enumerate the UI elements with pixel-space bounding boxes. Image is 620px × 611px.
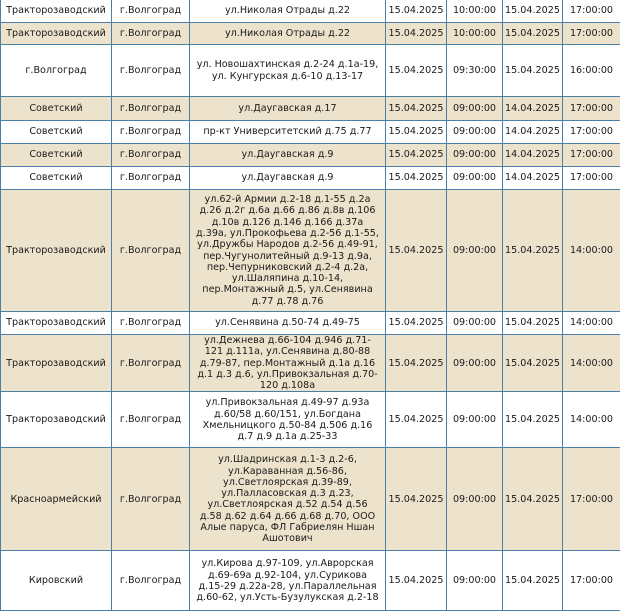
district-cell: г.Волгоград: [1, 45, 112, 97]
city-cell: г.Волгоград: [112, 335, 190, 392]
end-time-cell: 14:00:00: [563, 190, 620, 312]
district-cell: Советский: [1, 97, 112, 121]
start-time-cell: 09:00:00: [447, 312, 503, 335]
city-cell: г.Волгоград: [112, 312, 190, 335]
end-date-cell: 15.04.2025: [503, 190, 563, 312]
district-cell: Тракторозаводский: [1, 23, 112, 45]
table-row: [1, 335, 620, 392]
end-time-cell: 16:00:00: [563, 45, 620, 97]
table-row: [1, 97, 620, 121]
city-cell: г.Волгоград: [112, 23, 190, 45]
start-time-cell: 09:00:00: [447, 448, 503, 551]
address-cell: ул.62-й Армии д.2-18 д.1-55 д.2а д.26 д.2г д.6а д.66 д.86 д.8в д.106 д.10в д.126 д.146 д.166 д.37а д.39а, ул.Прокофьева д.2-56 д.1-55, ул.Дружбы Народов д.2-56 д.49-91, пер.Чугунолитейный д.9-13 д.9а, пер.Чепурниковский д.2-4 д.2а, ул.Шаляпина д.10-14, пер.Монтажный д.5, ул.Сенявина д.77 д.78 д.76: [190, 190, 386, 312]
end-date-cell: 14.04.2025: [503, 121, 563, 144]
city-cell: г.Волгоград: [112, 551, 190, 611]
start-date-cell: 15.04.2025: [386, 23, 447, 45]
city-cell: г.Волгоград: [112, 97, 190, 121]
district-cell: Советский: [1, 121, 112, 144]
table-body: [1, 0, 620, 611]
start-time-cell: 09:00:00: [447, 167, 503, 190]
district-cell: Тракторозаводский: [1, 335, 112, 392]
end-time-cell: 17:00:00: [563, 167, 620, 190]
start-date-cell: 15.04.2025: [386, 312, 447, 335]
address-cell: ул.Сенявина д.50-74 д.49-75: [190, 312, 386, 335]
start-date-cell: 15.04.2025: [386, 45, 447, 97]
start-time-cell: 09:30:00: [447, 45, 503, 97]
start-time-cell: 10:00:00: [447, 0, 503, 23]
address-cell: ул.Кирова д.97-109, ул.Аврорская д.69-69а д.92-104, ул.Сурикова д.15-29 д.22а-28, ул.Параллельная д.60-62, ул.Усть-Бузулукская д.2-18: [190, 551, 386, 611]
city-cell: г.Волгоград: [112, 167, 190, 190]
start-date-cell: 15.04.2025: [386, 335, 447, 392]
city-cell: г.Волгоград: [112, 45, 190, 97]
address-cell: ул.Николая Отрады д.22: [190, 0, 386, 23]
end-time-cell: 17:00:00: [563, 144, 620, 167]
address-cell: ул.Даугавская д.17: [190, 97, 386, 121]
end-date-cell: 14.04.2025: [503, 167, 563, 190]
start-date-cell: 15.04.2025: [386, 0, 447, 23]
table-row: [1, 121, 620, 144]
end-date-cell: 15.04.2025: [503, 312, 563, 335]
city-cell: г.Волгоград: [112, 0, 190, 23]
start-date-cell: 15.04.2025: [386, 144, 447, 167]
end-date-cell: 15.04.2025: [503, 448, 563, 551]
city-cell: г.Волгоград: [112, 121, 190, 144]
district-cell: Советский: [1, 167, 112, 190]
address-cell: ул.Даугавская д.9: [190, 144, 386, 167]
end-time-cell: 17:00:00: [563, 551, 620, 611]
table-row: [1, 23, 620, 45]
end-date-cell: 15.04.2025: [503, 23, 563, 45]
address-cell: ул.Даугавская д.9: [190, 167, 386, 190]
city-cell: г.Волгоград: [112, 448, 190, 551]
district-cell: Кировский: [1, 551, 112, 611]
district-cell: Тракторозаводский: [1, 190, 112, 312]
address-cell: ул. Новошахтинская д.2-24 д.1а-19, ул. Кунгурская д.6-10 д.13-17: [190, 45, 386, 97]
table-row: [1, 551, 620, 611]
table-row: [1, 167, 620, 190]
start-time-cell: 09:00:00: [447, 551, 503, 611]
start-time-cell: 09:00:00: [447, 190, 503, 312]
district-cell: Красноармейский: [1, 448, 112, 551]
end-date-cell: 14.04.2025: [503, 97, 563, 121]
start-date-cell: 15.04.2025: [386, 551, 447, 611]
table-row: [1, 190, 620, 312]
table-row: [1, 0, 620, 23]
end-time-cell: 14:00:00: [563, 335, 620, 392]
address-cell: ул.Николая Отрады д.22: [190, 23, 386, 45]
start-time-cell: 09:00:00: [447, 97, 503, 121]
start-time-cell: 10:00:00: [447, 23, 503, 45]
end-time-cell: 17:00:00: [563, 97, 620, 121]
end-date-cell: 15.04.2025: [503, 551, 563, 611]
end-date-cell: 15.04.2025: [503, 45, 563, 97]
district-cell: Тракторозаводский: [1, 312, 112, 335]
end-date-cell: 15.04.2025: [503, 0, 563, 23]
table-row: [1, 45, 620, 97]
start-date-cell: 15.04.2025: [386, 190, 447, 312]
district-cell: Тракторозаводский: [1, 0, 112, 23]
table-row: [1, 312, 620, 335]
table-row: [1, 392, 620, 448]
end-time-cell: 14:00:00: [563, 312, 620, 335]
end-date-cell: 14.04.2025: [503, 144, 563, 167]
district-cell: Тракторозаводский: [1, 392, 112, 448]
start-date-cell: 15.04.2025: [386, 121, 447, 144]
address-cell: ул.Дежнева д.66-104 д.946 д.71-121 д.111а, ул.Сенявина д.80-88 д.79-87, пер.Монтажный д.1а д.16 д.1 д.3 д.6, ул.Привокзальная д.70-120 д.108а: [190, 335, 386, 392]
end-time-cell: 17:00:00: [563, 0, 620, 23]
address-cell: ул.Шадринская д.1-3 д.2-6, ул.Караванная д.56-86, ул.Светлоярская д.39-89, ул.Палласовская д.3 д.23, ул.Светлоярская д.52 д.54 д.56 д.58 д.62 д.64 д.66 д.68 д.70, ООО Алые паруса, ФЛ Габриелян Ншан Ашотович: [190, 448, 386, 551]
end-date-cell: 15.04.2025: [503, 392, 563, 448]
table-row: [1, 144, 620, 167]
start-date-cell: 15.04.2025: [386, 448, 447, 551]
start-date-cell: 15.04.2025: [386, 167, 447, 190]
end-date-cell: 15.04.2025: [503, 335, 563, 392]
end-time-cell: 14:00:00: [563, 392, 620, 448]
address-cell: ул.Привокзальная д.49-97 д.93а д.60/58 д.60/151, ул.Богдана Хмельницкого д.50-84 д.506 д.16 д.7 д.9 д.1а д.25-33: [190, 392, 386, 448]
end-time-cell: 17:00:00: [563, 121, 620, 144]
city-cell: г.Волгоград: [112, 190, 190, 312]
end-time-cell: 17:00:00: [563, 23, 620, 45]
start-date-cell: 15.04.2025: [386, 392, 447, 448]
start-time-cell: 09:00:00: [447, 392, 503, 448]
city-cell: г.Волгоград: [112, 144, 190, 167]
end-time-cell: 17:00:00: [563, 448, 620, 551]
start-date-cell: 15.04.2025: [386, 97, 447, 121]
address-cell: пр-кт Университетский д.75 д.77: [190, 121, 386, 144]
city-cell: г.Волгоград: [112, 392, 190, 448]
district-cell: Советский: [1, 144, 112, 167]
start-time-cell: 09:00:00: [447, 335, 503, 392]
table-row: [1, 448, 620, 551]
start-time-cell: 09:00:00: [447, 121, 503, 144]
start-time-cell: 09:00:00: [447, 144, 503, 167]
